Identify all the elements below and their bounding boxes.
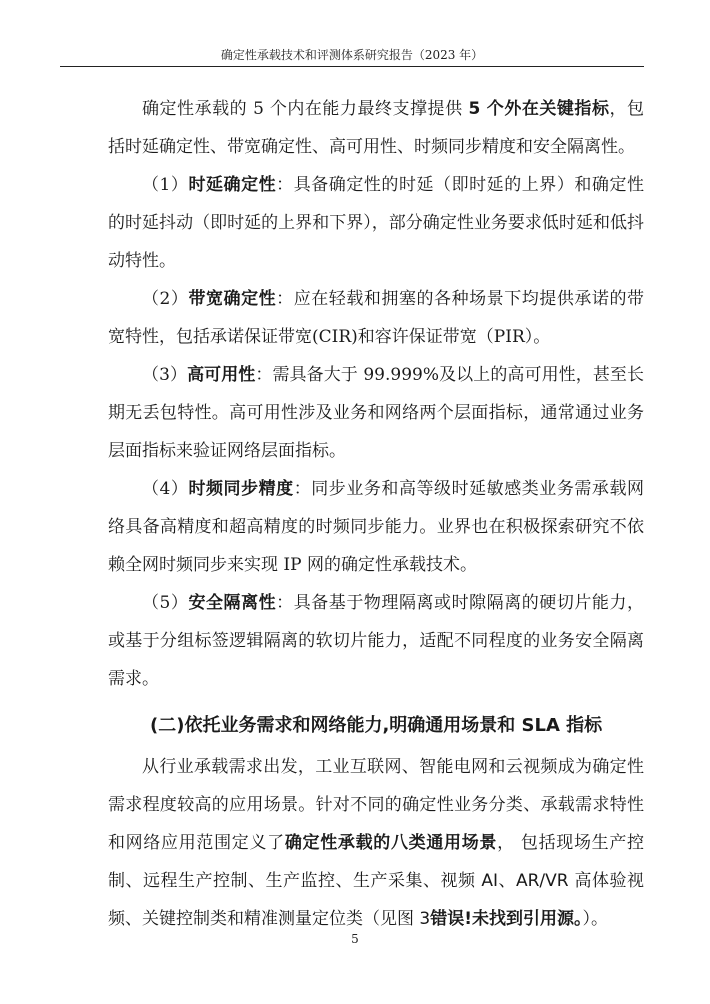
item-number: （2）	[142, 289, 189, 309]
page-number: 5	[351, 932, 359, 946]
item-term: 高可用性	[187, 365, 256, 385]
item-number: （4）	[142, 479, 189, 499]
header-divider	[60, 66, 644, 67]
scenario-text-list: ， 包括现场生产控制、远程生产控制、生产监控、生产采集、视频 AI、AR/VR 高体验视频、关键控制类和精准测量定位类（见图 3	[108, 833, 645, 929]
item-number: （1）	[142, 175, 189, 195]
intro-text: 确定性承载的 5 个内在能力最终支撑提供	[142, 99, 469, 119]
list-item	[108, 584, 644, 698]
list-item	[108, 166, 644, 280]
item-description: ：应在轻载和拥塞的各种场景下均提供承诺的带宽特性，包括承诺保证带宽(CIR)和容许保证带宽（PIR）。	[108, 289, 645, 347]
list-item	[108, 470, 644, 584]
item-term: 时延确定性	[188, 175, 277, 195]
reference-error: 错误!未找到引用源。	[430, 909, 583, 929]
document-body	[108, 90, 644, 938]
item-term: 带宽确定性	[188, 289, 277, 309]
list-item	[108, 280, 644, 356]
section-heading: (二)依托业务需求和网络能力,明确通用场景和 SLA 指标	[150, 715, 603, 736]
intro-paragraph	[108, 90, 644, 166]
scenario-text-end: ）。	[582, 909, 608, 929]
item-description: ：具备基于物理隔离或时隙隔离的硬切片能力，或基于分组标签逻辑隔离的软切片能力，适配不同程度的业务安全隔离需求。	[108, 593, 645, 689]
scenario-text-intro: 从行业承载需求出发，工业互联网、智能电网和云视频成为确定性需求程度较高的应用场景。	[108, 757, 644, 815]
intro-text-end: ，包括时延确定性、带宽确定性、高可用性、时频同步精度和安全隔离性。	[108, 99, 645, 157]
item-description: ：具备确定性的时延（即时延的上界）和确定性的时延抖动（即时延的上界和下界），部分确定性业务要求低时延和低抖动特性。	[108, 175, 645, 271]
item-term: 时频同步精度	[188, 479, 294, 499]
item-number: （5）	[142, 593, 189, 613]
list-item	[108, 356, 644, 470]
scenario-paragraph	[108, 748, 644, 938]
item-term: 安全隔离性	[188, 593, 277, 613]
item-description: ：同步业务和高等级时延敏感类业务需承载网络具备高精度和超高精度的时频同步能力。业界也在积极探索研究不依赖全网时频同步来实现 IP 网的确定性承载技术。	[108, 479, 645, 575]
scenario-text-definition: 针对不同的确定性业务分类、承载需求特性和网络应用范围定义了	[108, 795, 645, 853]
page-header: 确定性承载技术和评测体系研究报告（2023 年）	[220, 48, 484, 62]
intro-emphasis: 5 个外在关键指标	[468, 99, 610, 119]
item-description: ：需具备大于 99.999%及以上的高可用性，甚至长期无丢包特性。高可用性涉及业务和网络两个层面指标，通常通过业务层面指标来验证网络层面指标。	[108, 365, 644, 461]
item-number: （3）	[142, 365, 188, 385]
scenario-emphasis: 确定性承载的八类通用场景	[284, 833, 498, 853]
